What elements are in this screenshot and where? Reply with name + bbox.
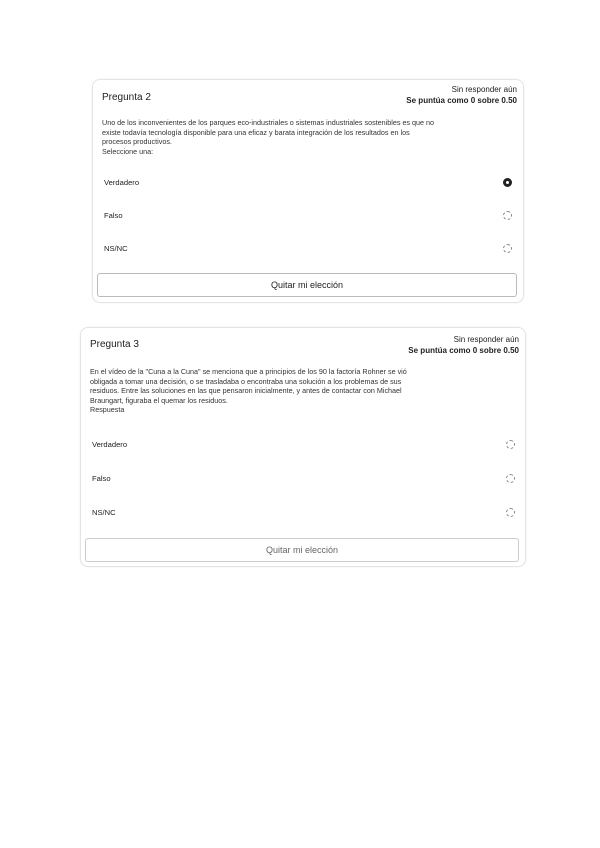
- radio-button[interactable]: [506, 440, 515, 449]
- radio-button[interactable]: [506, 508, 515, 517]
- radio-button[interactable]: [503, 244, 512, 253]
- radio-button[interactable]: [506, 474, 515, 483]
- question-status-block: [408, 334, 519, 356]
- question-status-block: [406, 84, 517, 106]
- option-label: Verdadero: [92, 440, 128, 449]
- question-text-line: procesos productivos.: [102, 137, 172, 146]
- question-card: [92, 79, 524, 303]
- question-text: [102, 118, 517, 156]
- answer-option-falso[interactable]: [104, 208, 514, 224]
- radio-button[interactable]: [503, 211, 512, 220]
- question-title: Pregunta 3: [90, 339, 139, 350]
- question-text-line: En el vídeo de la "Cuna a la Cuna" se menciona que a principios de los 90 la factoría Rohner se vió: [90, 367, 407, 376]
- answer-option-nsnc[interactable]: [92, 505, 517, 521]
- question-status: Sin responder aún: [453, 335, 519, 344]
- question-prompt: Seleccione una:: [102, 146, 154, 156]
- question-grade: Se puntúa como 0 sobre 0.50: [408, 346, 519, 355]
- answer-option-verdadero[interactable]: [92, 437, 517, 453]
- option-label: NS/NC: [104, 244, 128, 253]
- question-text-line: existe todavía tecnología disponible para una eficaz y barata integración de los resultados en los: [102, 127, 410, 137]
- question-text-line: obligada a tomar una decisión, o se trasladaba o encontraba una solución a los problemas de sus: [90, 376, 402, 386]
- question-text-line: residuos. Entre las soluciones en las que pensaron inicialmente, y antes de contactar con Michael: [90, 386, 402, 395]
- question-card: [80, 327, 526, 567]
- question-grade: Se puntúa como 0 sobre 0.50: [406, 96, 517, 105]
- clear-choice-button[interactable]: Quitar mi elección: [85, 538, 519, 562]
- question-prompt: Respuesta: [90, 405, 125, 414]
- question-text-line: Braungart, figuraba el quemar los residuos.: [90, 395, 228, 405]
- radio-button-selected[interactable]: [503, 178, 512, 187]
- question-title: Pregunta 2: [102, 92, 151, 103]
- question-text-line: Uno de los inconvenientes de los parques eco-industriales o sistemas industriales sostenibles es que no: [102, 118, 435, 127]
- answer-option-verdadero[interactable]: [104, 175, 514, 191]
- option-label: Verdadero: [104, 178, 140, 187]
- option-label: NS/NC: [92, 508, 116, 517]
- answer-option-nsnc[interactable]: [104, 241, 514, 257]
- option-label: Falso: [104, 211, 123, 220]
- option-label: Falso: [92, 474, 111, 483]
- clear-choice-button[interactable]: Quitar mi elección: [97, 273, 517, 297]
- question-text: [90, 367, 518, 415]
- answer-option-falso[interactable]: [92, 471, 517, 487]
- question-status: Sin responder aún: [451, 85, 517, 94]
